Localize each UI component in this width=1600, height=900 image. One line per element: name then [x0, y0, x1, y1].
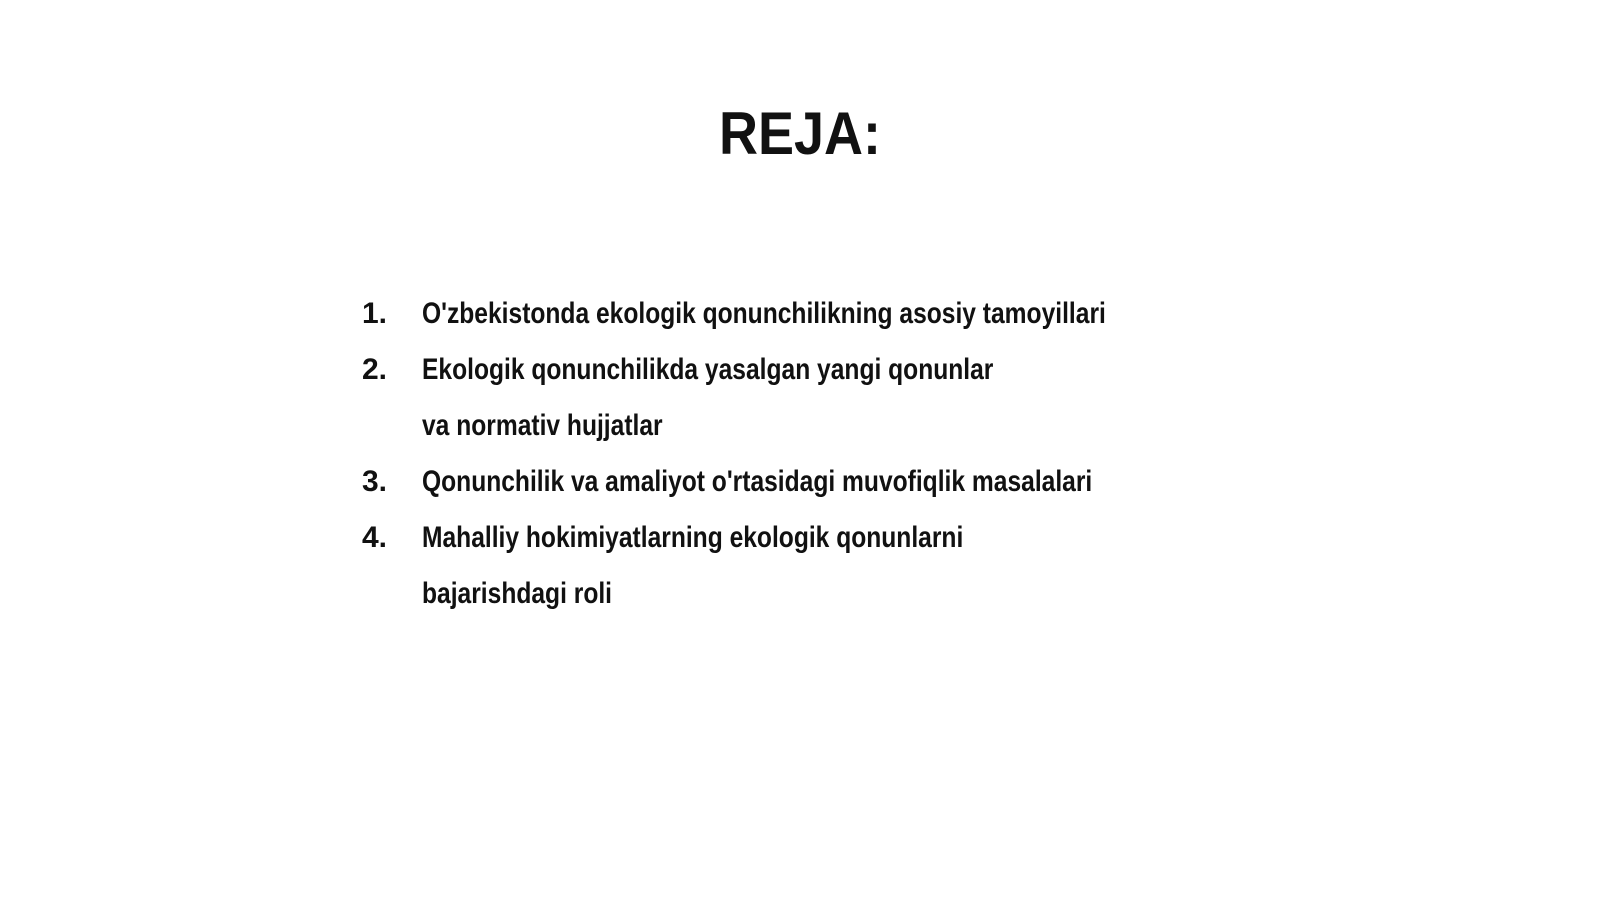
plan-item-text: O'zbekistonda ekologik qonunchilikning asosiy tamoyillari	[422, 297, 1106, 330]
slide-title: REJA:	[718, 100, 882, 167]
plan-item-4	[362, 510, 1262, 622]
plan-item-number: 4.	[362, 521, 388, 554]
plan-item-number: 1.	[362, 297, 388, 330]
plan-item-1	[362, 286, 1262, 342]
plan-item-text: Qonunchilik va amaliyot o'rtasidagi muvofiqlik masalalari	[422, 465, 1093, 498]
plan-item-number: 3.	[362, 465, 388, 498]
plan-item-2	[362, 342, 1262, 454]
plan-item-3	[362, 454, 1262, 510]
plan-item-text: Ekologik qonunchilikda yasalgan yangi qonunlar va normativ hujjatlar	[422, 353, 994, 442]
plan-list	[362, 286, 1262, 622]
plan-item-text: Mahalliy hokimiyatlarning ekologik qonunlarni bajarishdagi roli	[422, 521, 964, 610]
plan-item-number: 2.	[362, 353, 388, 386]
